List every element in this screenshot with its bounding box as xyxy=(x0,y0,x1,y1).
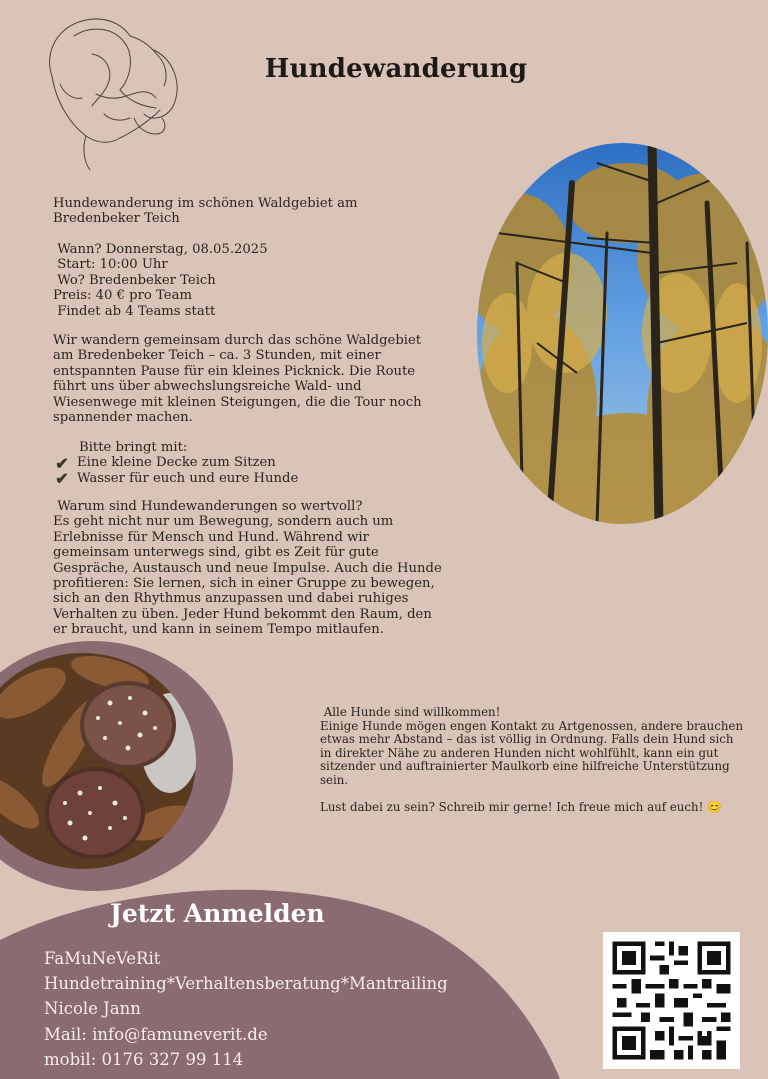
detail-price: Preis: 40 € pro Team xyxy=(53,288,192,304)
welcome-line: sein. xyxy=(320,772,349,787)
why-line: Es geht nicht nur um Bewegung, sondern auch um xyxy=(53,514,394,530)
welcome-text xyxy=(320,706,743,814)
detail-start: Start: 10:00 Uhr xyxy=(53,257,168,273)
contact-company: FaMuNeVeRit xyxy=(44,949,161,968)
detail-min-teams: Findet ab 4 Teams statt xyxy=(53,303,216,319)
welcome-line: Einige Hunde mögen engen Kontakt zu Artgenossen, andere brauchen xyxy=(320,718,744,733)
bring-item xyxy=(53,453,298,473)
why-line: Erlebnisse für Mensch und Hund. Während wir xyxy=(53,529,369,545)
bring-heading: Bitte bringt mit: xyxy=(79,440,188,455)
event-details xyxy=(53,242,268,319)
welcome-line: in direkter Nähe zu anderen Hunden nicht wohlfühlt, kann ein gut xyxy=(320,745,719,760)
contact-info xyxy=(44,946,448,1072)
why-heading: Warum sind Hundewanderungen so wertvoll? xyxy=(53,499,363,514)
description-text xyxy=(53,333,422,425)
contact-name: Nicole Jann xyxy=(44,999,141,1019)
welcome-heading: Alle Hunde sind willkommen! xyxy=(320,705,501,719)
bring-item-label: Wasser für euch und eure Hunde xyxy=(77,470,299,486)
forest-photo xyxy=(477,143,768,524)
description-line: am Bredenbeker Teich – ca. 3 Stunden, mit einer xyxy=(53,348,381,364)
description-line: spannender machen. xyxy=(53,410,193,426)
qr-code[interactable] xyxy=(603,932,740,1069)
closing-line: Lust dabei zu sein? Schreib mir gerne! Ich freue mich auf euch! 😊 xyxy=(320,799,722,814)
contact-phone[interactable]: mobil: 0176 327 99 114 xyxy=(44,1049,244,1069)
description-line: entspannten Pause für ein kleines Picknick. Die Route xyxy=(53,363,416,379)
intro-line: Hundewanderung im schönen Waldgebiet am xyxy=(53,196,358,211)
description-line: führt uns über abwechslungsreiche Wald- und xyxy=(53,379,362,395)
line-art-logo xyxy=(34,14,184,179)
intro-text xyxy=(53,196,358,227)
intro-line: Bredenbeker Teich xyxy=(53,211,180,227)
check-icon: ✔ xyxy=(55,469,69,489)
contact-services: Hundetraining*Verhaltensberatung*Mantrailing xyxy=(44,974,448,994)
why-line: Verhalten zu üben. Jeder Hund bekommt den Raum, den xyxy=(53,606,432,622)
bring-list xyxy=(53,440,299,489)
why-line: Gespräche, Austausch und neue Impulse. Auch die Hunde xyxy=(53,560,442,576)
bring-item-label: Eine kleine Decke zum Sitzen xyxy=(77,455,276,471)
description-line: Wir wandern gemeinsam durch das schöne Waldgebiet xyxy=(53,333,422,348)
page-title: Hundewanderung xyxy=(264,54,528,84)
welcome-line: sitzender und auftrainierter Maulkorb eine hilfreiche Unterstützung xyxy=(320,759,730,774)
why-text xyxy=(53,499,442,638)
why-line: profitieren: Sie lernen, sich in einer Gruppe zu bewegen, xyxy=(53,576,435,592)
why-line: gemeinsam unterwegs sind, gibt es Zeit für gute xyxy=(53,545,379,561)
welcome-line: etwas mehr Abstand – das ist völlig in Ordnung. Falls dein Hund sich xyxy=(320,732,734,747)
why-line: er braucht, und kann in seinem Tempo mitlaufen. xyxy=(53,622,384,638)
description-line: Wiesenwege mit kleinen Steigungen, die die Tour noch xyxy=(53,394,422,410)
register-heading: Jetzt Anmelden xyxy=(110,899,325,928)
why-line: sich an den Rhythmus anzupassen und dabei ruhiges xyxy=(53,591,409,607)
bring-item xyxy=(53,469,299,489)
detail-where: Wo? Bredenbeker Teich xyxy=(53,272,216,288)
detail-when: Wann? Donnerstag, 08.05.2025 xyxy=(53,242,268,257)
contact-mail[interactable]: Mail: info@famuneverit.de xyxy=(44,1024,268,1044)
check-icon: ✔ xyxy=(55,453,69,473)
